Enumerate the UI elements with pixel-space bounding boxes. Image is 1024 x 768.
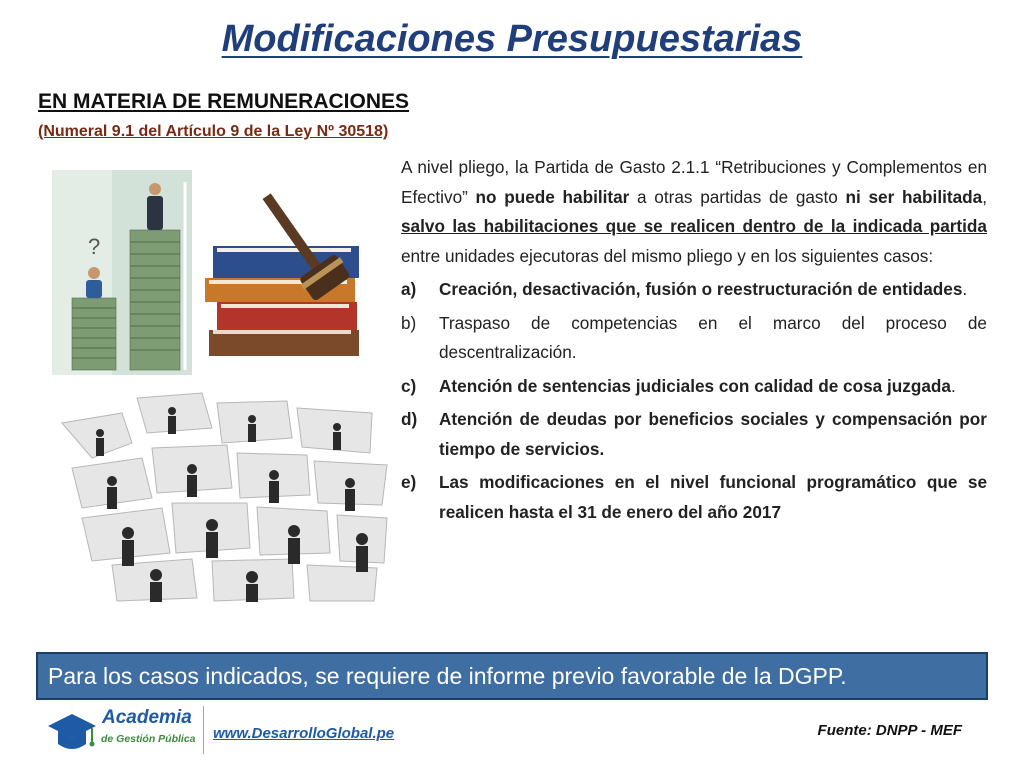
graduation-cap-icon: [48, 714, 96, 749]
list-item-text: Atención de deudas por beneficios sociales y compensación por tiempo de servicios.: [439, 409, 987, 459]
intro-text-2: a otras partidas de gasto: [629, 186, 846, 207]
requirement-banner: Para los casos indicados, se requiere de informe previo favorable de la DGPP.: [36, 652, 988, 700]
intro-bold-2: ni ser habilitada: [845, 186, 983, 207]
intro-text-3: ,: [982, 186, 987, 207]
books-and-gavel-image: [195, 180, 377, 375]
list-item: [401, 405, 987, 464]
list-marker: b): [401, 312, 417, 333]
list-marker: e): [401, 472, 417, 492]
intro-paragraph: [401, 153, 987, 271]
list-item-tail: .: [950, 375, 956, 396]
svg-text:?: ?: [88, 234, 101, 259]
logo-name: Academia: [102, 707, 192, 728]
list-item: [401, 309, 987, 368]
intro-underlined: salvo las habilitaciones que se realicen dentro de la indicada partida: [401, 216, 987, 236]
main-text: [401, 153, 987, 527]
list-item-text: Traspaso de competencias en el marco del proceso de descentralización.: [439, 312, 987, 362]
list-item: [401, 468, 987, 527]
intro-text-4: entre unidades ejecutoras del mismo pliego y en los siguientes casos:: [401, 245, 934, 266]
law-reference: (Numeral 9.1 del Artículo 9 de la Ley Nº 30518): [38, 123, 389, 140]
list-item-text: Las modificaciones en el nivel funcional programático que se realicen hasta el 31 de enero del año 2017: [439, 472, 987, 522]
list-marker: c): [401, 375, 417, 396]
list-marker: a): [401, 279, 417, 299]
list-item-text: Creación, desactivación, fusión o reestructuración de entidades: [439, 279, 963, 299]
puzzle-people-image: [52, 383, 392, 603]
page-title: [0, 18, 1024, 61]
source-note: Fuente: DNPP - MEF: [817, 722, 962, 739]
list-item-tail: .: [962, 279, 968, 299]
footer-divider: [203, 706, 204, 754]
money-stacks-image: [52, 170, 192, 375]
list-item: [401, 275, 987, 305]
section-heading: EN MATERIA DE REMUNERACIONES: [38, 90, 410, 113]
intro-text-1: A nivel pliego, la Partida de Gasto 2.1.1 “Retribuciones y Complementos en Efectivo”: [401, 157, 987, 207]
list-marker: d): [401, 409, 418, 429]
intro-bold-1: no puede habilitar: [475, 186, 630, 207]
list-item-text: Atención de sentencias judiciales con calidad de cosa juzgada: [439, 375, 951, 396]
website-link[interactable]: www.DesarrolloGlobal.pe: [213, 725, 395, 742]
page-title-text: Modificaciones Presupuestarias: [221, 18, 803, 60]
list-item: [401, 372, 987, 402]
cases-list: [401, 275, 987, 527]
logo-tagline: de Gestión Pública: [101, 733, 196, 745]
